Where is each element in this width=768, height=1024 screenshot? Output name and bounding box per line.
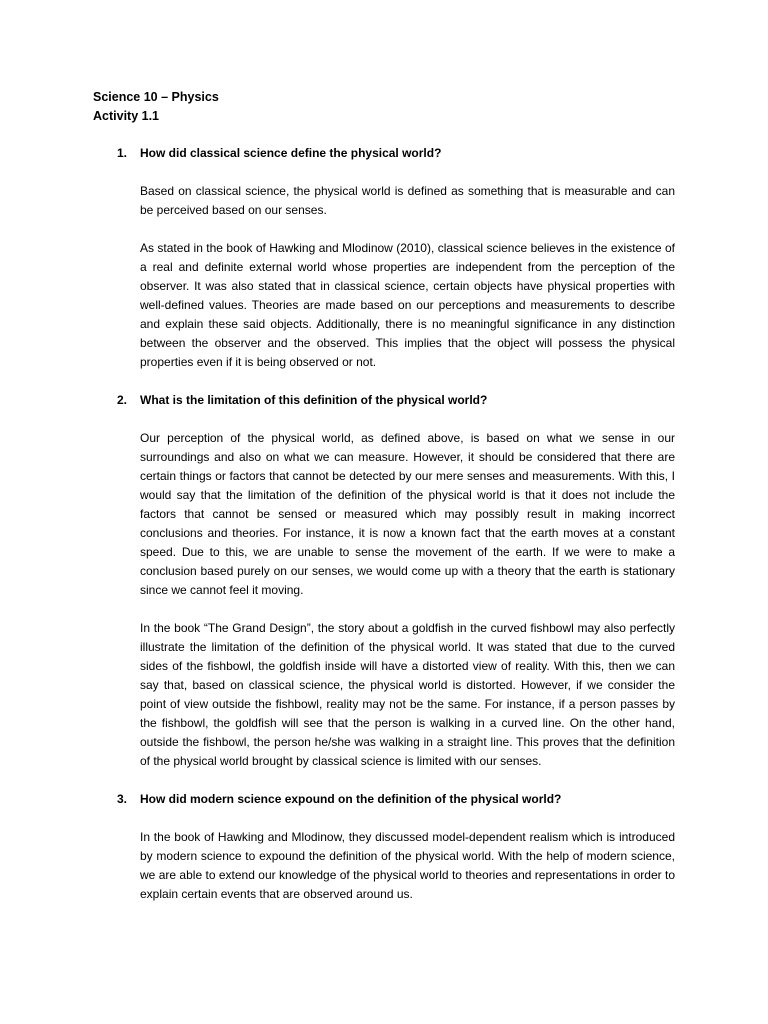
document-header <box>93 88 219 126</box>
document-body <box>93 144 675 904</box>
question-1-number: 1. <box>117 146 128 160</box>
course-title: Science 10 – Physics <box>93 90 219 104</box>
answer-2-paragraph-1: Our perception of the physical world, as defined above, is based on what we sense in our surroundings and also on what we can measure. However, it should be considered that there are certain things or factors that cannot be detected by our mere senses and measurements. With this, I would say that the limitation of the definition of the physical world is that it does not include the factors that cannot be sensed or measured which may possibly result in making incorrect conclusions and theories. For instance, it is now a known fact that the earth moves at a constant speed. Due to this, we are unable to sense the movement of the earth. If we were to make a conclusion based purely on our senses, we would come up with a theory that the earth is stationary since we cannot feel it moving. <box>140 431 675 597</box>
answer-1-paragraph-1: Based on classical science, the physical world is defined as something that is measurable and can be perceived based on our senses. <box>140 184 675 217</box>
question-2-number: 2. <box>117 393 128 407</box>
question-2-text: What is the limitation of this definition of the physical world? <box>140 393 488 407</box>
activity-title: Activity 1.1 <box>93 109 160 123</box>
answer-2-paragraph-2: In the book “The Grand Design”, the story about a goldfish in the curved fishbowl may also perfectly illustrate the limitation of the definition of the physical world. It was stated that due to the curved sides of the fishbowl, the goldfish inside will have a distorted view of reality. With this, then we can say that, based on classical science, the physical world is distorted. However, if we consider the point of view outside the fishbowl, reality may not be the same. For instance, if a person passes by the fishbowl, the goldfish will see that the person is walking in a curved line. On the other hand, outside the fishbowl, the person he/she was walking in a straight line. This proves that the definition of the physical world brought by classical science is limited with our senses. <box>140 621 675 768</box>
answer-3-paragraph-1: In the book of Hawking and Mlodinow, they discussed model-dependent realism which is introduced by modern science to expound the definition of the physical world. With the help of modern science, we are able to extend our knowledge of the physical world to theories and representations in order to explain certain events that are observed around us. <box>140 830 675 901</box>
question-2 <box>93 391 675 410</box>
question-3-text: How did modern science expound on the definition of the physical world? <box>140 792 562 806</box>
question-1 <box>93 144 675 163</box>
answer-1-paragraph-2: As stated in the book of Hawking and Mlodinow (2010), classical science believes in the existence of a real and definite external world whose properties are independent from the perception of the observer. It was also stated that in classical science, certain objects have physical properties with well-defined values. Theories are made based on our perceptions and measurements to describe and explain these said objects. Additionally, there is no meaningful significance in any distinction between the observer and the observed. This implies that the object will possess the physical properties even if it is being observed or not. <box>140 241 675 369</box>
question-3-number: 3. <box>117 792 128 806</box>
question-1-text: How did classical science define the physical world? <box>140 146 442 160</box>
question-3 <box>93 790 675 809</box>
